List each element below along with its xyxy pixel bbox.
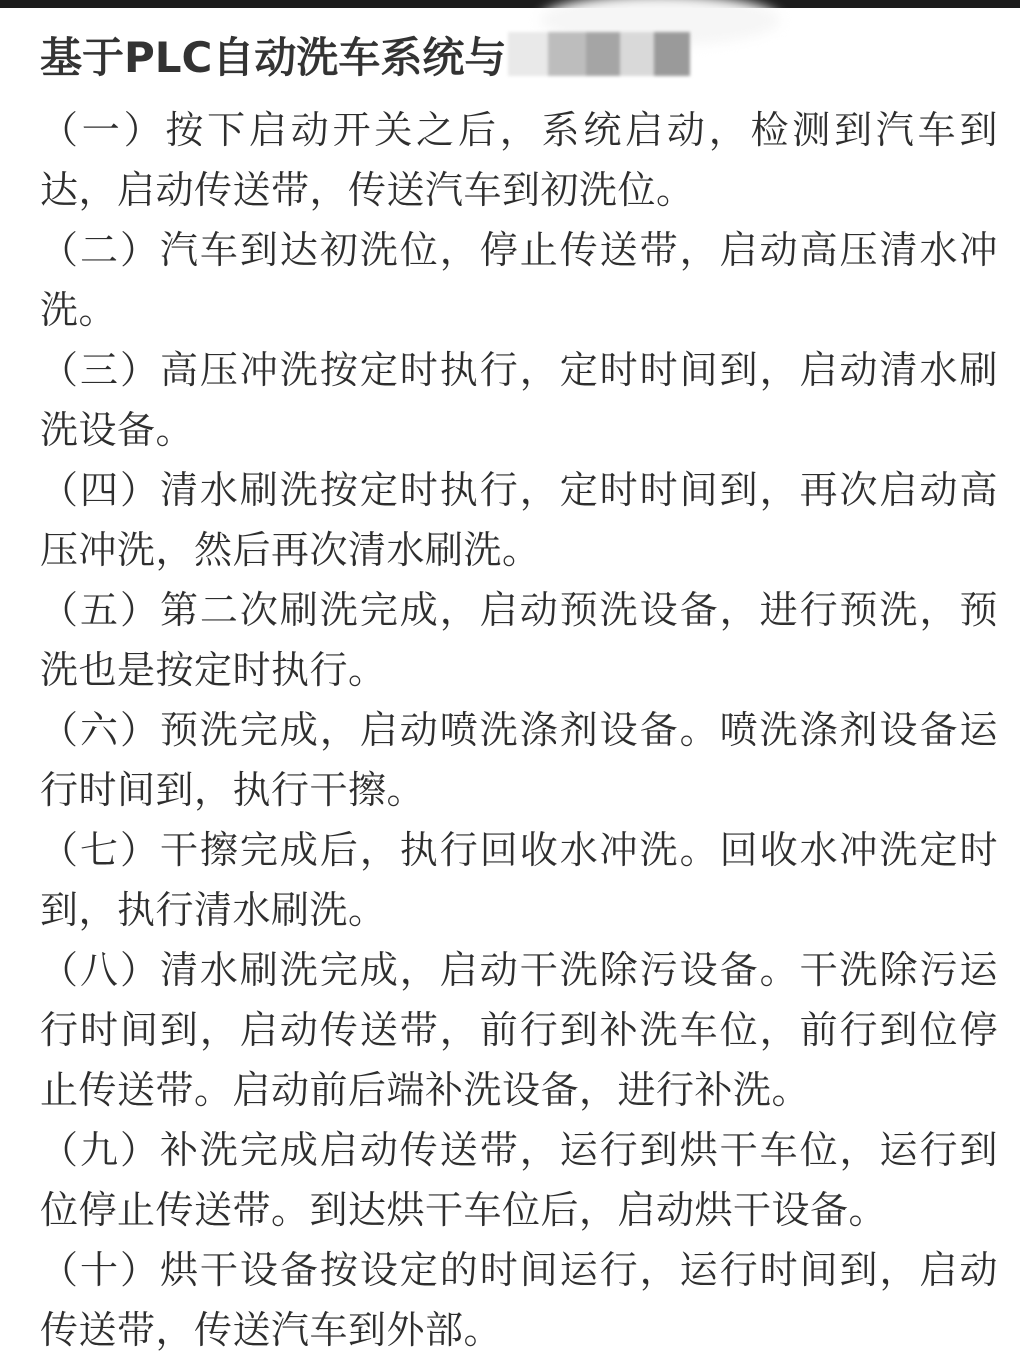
document bbox=[40, 24, 998, 1360]
step-8 bbox=[40, 940, 998, 1120]
step-text: 第二次刷洗完成，启动预洗设备，进行预洗，预洗也是按定时执行。 bbox=[40, 588, 998, 692]
step-1 bbox=[40, 100, 998, 220]
step-number: （四） bbox=[40, 468, 160, 512]
title-row bbox=[40, 24, 998, 86]
redacted-blur bbox=[508, 32, 690, 76]
step-5 bbox=[40, 580, 998, 700]
top-edge-bar bbox=[0, 0, 1020, 8]
step-3 bbox=[40, 340, 998, 460]
steps-list bbox=[40, 100, 998, 1360]
step-7 bbox=[40, 820, 998, 940]
step-number: （八） bbox=[40, 948, 160, 992]
step-text: 清水刷洗按定时执行，定时时间到，再次启动高压冲洗，然后再次清水刷洗。 bbox=[40, 468, 998, 572]
step-text: 补洗完成启动传送带，运行到烘干车位，运行到位停止传送带。到达烘干车位后，启动烘干设备。 bbox=[40, 1128, 998, 1232]
step-number: （六） bbox=[40, 708, 160, 752]
step-4 bbox=[40, 460, 998, 580]
step-9 bbox=[40, 1120, 998, 1240]
step-number: （三） bbox=[40, 348, 160, 392]
step-text: 高压冲洗按定时执行，定时时间到，启动清水刷洗设备。 bbox=[40, 348, 998, 452]
step-number: （九） bbox=[40, 1128, 160, 1172]
step-text: 预洗完成，启动喷洗涤剂设备。喷洗涤剂设备运行时间到，执行干擦。 bbox=[40, 708, 998, 812]
step-number: （二） bbox=[40, 228, 160, 272]
step-text: 干擦完成后，执行回收水冲洗。回收水冲洗定时到，执行清水刷洗。 bbox=[40, 828, 998, 932]
step-number: （七） bbox=[40, 828, 160, 872]
step-2 bbox=[40, 220, 998, 340]
step-number: （一） bbox=[40, 108, 166, 152]
step-6 bbox=[40, 700, 998, 820]
step-10 bbox=[40, 1240, 998, 1360]
step-number: （十） bbox=[40, 1248, 160, 1292]
step-text: 清水刷洗完成，启动干洗除污设备。干洗除污运行时间到，启动传送带，前行到补洗车位，前行到位停止传送带。启动前后端补洗设备，进行补洗。 bbox=[40, 948, 998, 1112]
step-text: 按下启动开关之后，系统启动，检测到汽车到达，启动传送带，传送汽车到初洗位。 bbox=[40, 108, 998, 212]
step-text: 汽车到达初洗位，停止传送带，启动高压清水冲洗。 bbox=[40, 228, 998, 332]
step-number: （五） bbox=[40, 588, 160, 632]
step-text: 烘干设备按设定的时间运行，运行时间到，启动传送带，传送汽车到外部。 bbox=[40, 1248, 998, 1352]
page-title: 基于PLC自动洗车系统与 bbox=[40, 33, 507, 82]
